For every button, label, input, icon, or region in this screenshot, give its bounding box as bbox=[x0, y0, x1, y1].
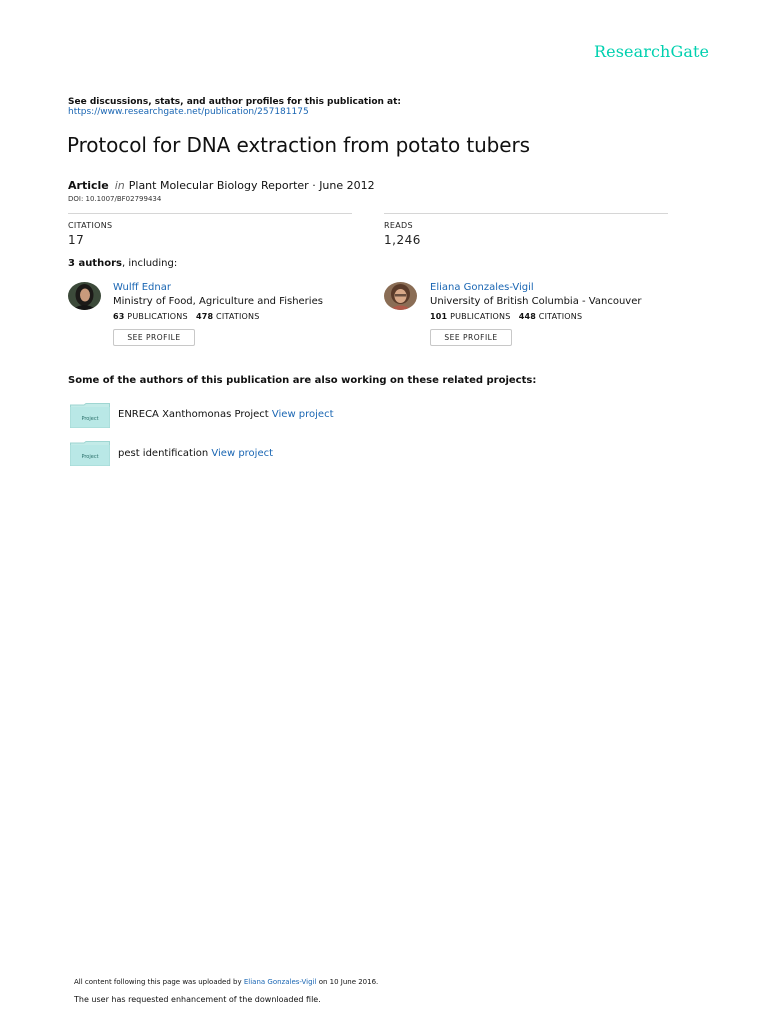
project-name: ENRECA Xanthomonas Project bbox=[118, 409, 269, 420]
authors-count-suffix: , including: bbox=[121, 258, 178, 269]
author-citations-label: CITATIONS bbox=[538, 312, 583, 321]
project-name: pest identification bbox=[118, 448, 209, 459]
upload-suffix: on 10 June 2016. bbox=[318, 978, 379, 986]
upload-note bbox=[74, 978, 378, 986]
author-publications-count: 63 bbox=[113, 312, 125, 321]
publication-url-link[interactable]: https://www.researchgate.net/publication/257181175 bbox=[68, 107, 309, 117]
publication-type: Article bbox=[68, 179, 109, 192]
publication-title: Protocol for DNA extraction from potato tubers bbox=[67, 133, 530, 157]
discussion-note: See discussions, stats, and author profiles for this publication at: bbox=[68, 97, 402, 107]
authors-count-number: 3 authors bbox=[68, 258, 122, 269]
project-icon-label: Project bbox=[81, 454, 99, 460]
related-projects-heading: Some of the authors of this publication are also working on these related projects: bbox=[68, 375, 537, 386]
author-photo-icon bbox=[384, 282, 417, 310]
citations-value: 17 bbox=[68, 233, 85, 247]
reads-label: READS bbox=[384, 221, 413, 230]
publication-venue-date: Plant Molecular Biology Reporter · June 2012 bbox=[128, 179, 375, 192]
author-stats bbox=[113, 312, 260, 321]
author-institution: University of British Columbia - Vancouver bbox=[430, 296, 642, 307]
view-project-link[interactable]: View project bbox=[211, 448, 274, 459]
publication-doi: DOI: 10.1007/BF02799434 bbox=[68, 195, 162, 203]
author-citations-count: 448 bbox=[518, 312, 537, 321]
view-project-link[interactable]: View project bbox=[271, 409, 334, 420]
upload-prefix: All content following this page was uploaded by bbox=[74, 978, 242, 986]
project-item bbox=[118, 409, 334, 420]
authors-count bbox=[68, 258, 177, 269]
project-icon-label: Project bbox=[81, 416, 99, 422]
project-item bbox=[118, 448, 273, 459]
author-avatar[interactable] bbox=[384, 282, 417, 310]
author-publications-count: 101 bbox=[430, 312, 448, 321]
folder-icon bbox=[70, 403, 110, 428]
citations-label: CITATIONS bbox=[68, 221, 113, 230]
author-stats bbox=[430, 312, 582, 321]
stats-divider-left bbox=[68, 213, 352, 214]
author-photo-icon bbox=[68, 282, 101, 310]
uploader-link[interactable]: Eliana Gonzales-Vigil bbox=[243, 978, 317, 986]
enhancement-note: The user has requested enhancement of the downloaded file. bbox=[74, 995, 321, 1004]
project-folder-icon[interactable] bbox=[70, 441, 110, 466]
author-name-link[interactable]: Wulff Ednar bbox=[113, 282, 171, 293]
reads-value: 1,246 bbox=[384, 233, 421, 247]
folder-icon bbox=[70, 441, 110, 466]
author-citations-label: CITATIONS bbox=[216, 312, 260, 321]
author-citations-count: 478 bbox=[195, 312, 214, 321]
author-name-link[interactable]: Eliana Gonzales-Vigil bbox=[430, 282, 534, 293]
stats-divider-right bbox=[384, 213, 668, 214]
in-label: in bbox=[114, 179, 125, 192]
project-folder-icon[interactable] bbox=[70, 403, 110, 428]
author-avatar[interactable] bbox=[68, 282, 101, 310]
author-institution: Ministry of Food, Agriculture and Fisheries bbox=[113, 296, 323, 307]
author-publications-label: PUBLICATIONS bbox=[127, 312, 188, 321]
author-publications-label: PUBLICATIONS bbox=[450, 312, 511, 321]
publication-meta bbox=[68, 179, 375, 192]
researchgate-logo[interactable]: ResearchGate bbox=[594, 42, 710, 61]
see-profile-button[interactable]: SEE PROFILE bbox=[430, 329, 512, 346]
see-profile-button[interactable]: SEE PROFILE bbox=[113, 329, 195, 346]
